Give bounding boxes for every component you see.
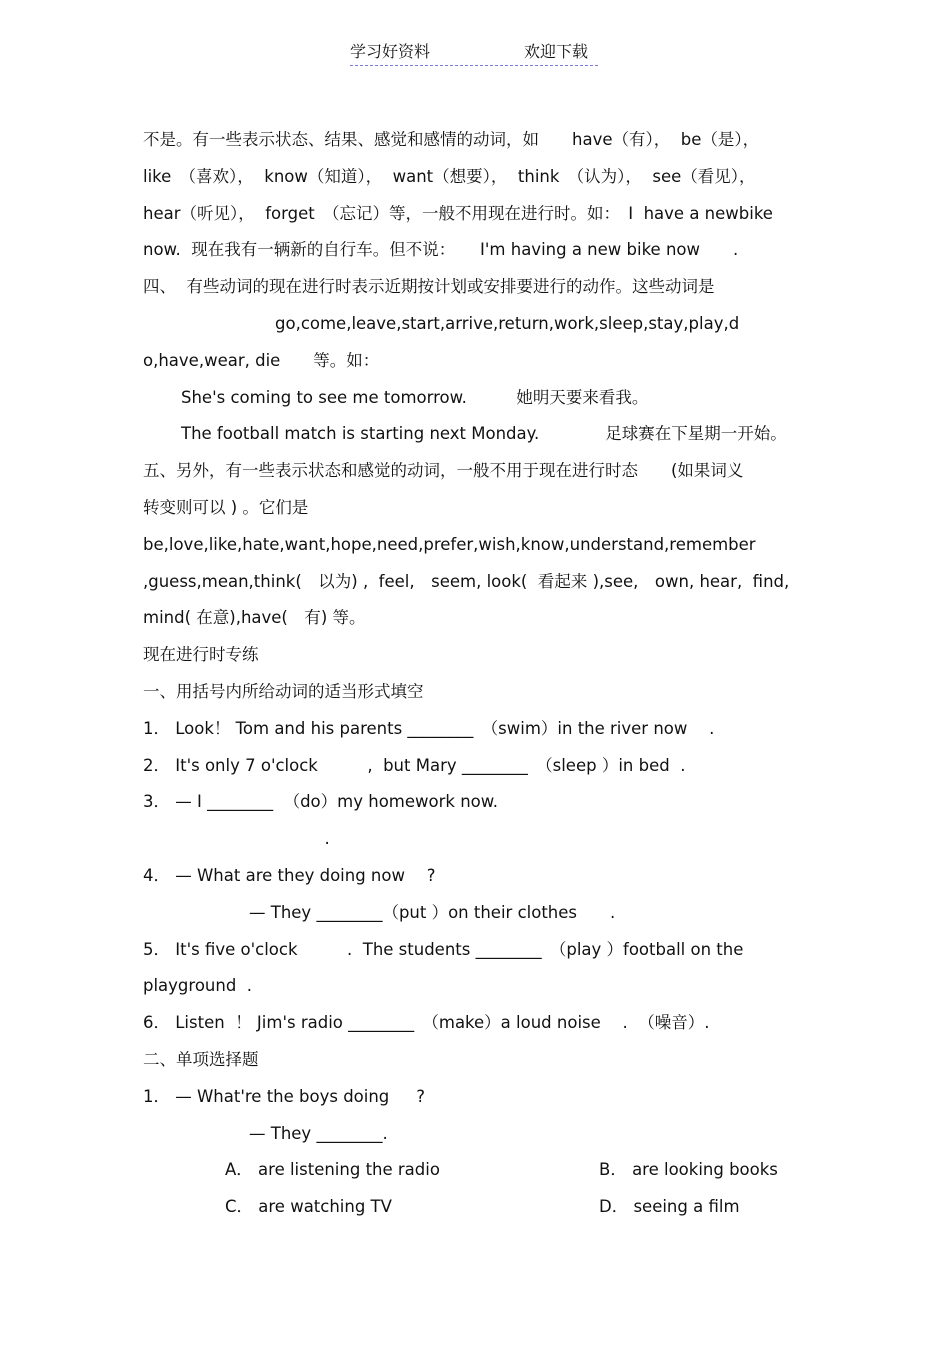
- text-line: 不是。有一些表示状态、结果、感觉和感情的动词，如 have（有）， be（是），: [143, 130, 760, 149]
- header-right-text: 欢迎下载: [524, 42, 589, 61]
- exercise-question: 1． — What're the boys doing ?: [143, 1086, 426, 1106]
- text-line: .: [143, 829, 330, 849]
- choice-option-a: A． are listening the radio: [225, 1160, 440, 1180]
- text-line: hear（听见）， forget （忘记）等，一般不用现在进行时。如： I have a newbike: [143, 203, 773, 223]
- document-body: [143, 122, 813, 1226]
- example-sentence: The football match is starting next Monday. 足球赛在下星期一开始。: [181, 424, 787, 444]
- text-line: go,come,leave,start,arrive,return,work,sleep,stay,play,d: [143, 313, 740, 333]
- header-left-text: 学习好资料: [350, 42, 431, 61]
- exercise-question: 6． Listen ！ Jim's radio ________ （make）a loud noise . （噪音）.: [143, 1013, 710, 1033]
- section-heading: 四、 有些动词的现在进行时表示近期按计划或安排要进行的动作。这些动词是: [143, 277, 715, 297]
- exercise-answer-line: — They ________.: [249, 1123, 388, 1143]
- choice-row: [143, 1152, 813, 1189]
- choice-option-b: B． are looking books: [599, 1160, 778, 1180]
- exercise-answer-line: — They ________（put ）on their clothes .: [249, 902, 616, 922]
- exercise-question: 1． Look！ Tom and his parents ________ （swim）in the river now .: [143, 718, 715, 738]
- exercise-question: 3． — I ________ （do）my homework now.: [143, 792, 498, 812]
- text-line: now. 现在我有一辆新的自行车。但不说： I'm having a new bike now .: [143, 240, 739, 260]
- page-header: [350, 41, 598, 66]
- text-line: ,guess,mean,think( 以为) , feel, seem, look( 看起来 ),see, own, hear, find,: [143, 571, 790, 591]
- choice-option-d: D． seeing a film: [599, 1197, 740, 1217]
- example-sentence: She's coming to see me tomorrow. 她明天要来看我。: [181, 387, 649, 407]
- choice-row: [143, 1189, 813, 1226]
- choice-option-c: C． are watching TV: [225, 1197, 392, 1217]
- text-line: mind( 在意),have( 有) 等。: [143, 608, 366, 628]
- exercise-question: 4． — What are they doing now ?: [143, 865, 436, 885]
- exercise-question: 5． It's five o'clock . The students ________ （play ）football on the: [143, 939, 744, 959]
- text-line: playground .: [143, 976, 253, 996]
- exercise-part-heading: 一、用括号内所给动词的适当形式填空: [143, 681, 424, 701]
- exercise-part-heading: 二、单项选择题: [143, 1049, 259, 1069]
- text-line: o,have,wear, die 等。如：: [143, 350, 380, 370]
- exercise-title: 现在进行时专练: [143, 645, 259, 665]
- text-line: 转变则可以 ) 。它们是: [143, 497, 309, 517]
- exercise-question: 2． It's only 7 o'clock , but Mary ________ （sleep ）in bed .: [143, 755, 686, 775]
- text-line: like （喜欢）， know（知道）， want（想要）， think （认为）， see（看见），: [143, 166, 756, 186]
- text-line: be,love,like,hate,want,hope,need,prefer,wish,know,understand,remember: [143, 534, 756, 554]
- section-heading: 五、另外，有一些表示状态和感觉的动词，一般不用于现在进行时态 (如果词义: [143, 461, 744, 481]
